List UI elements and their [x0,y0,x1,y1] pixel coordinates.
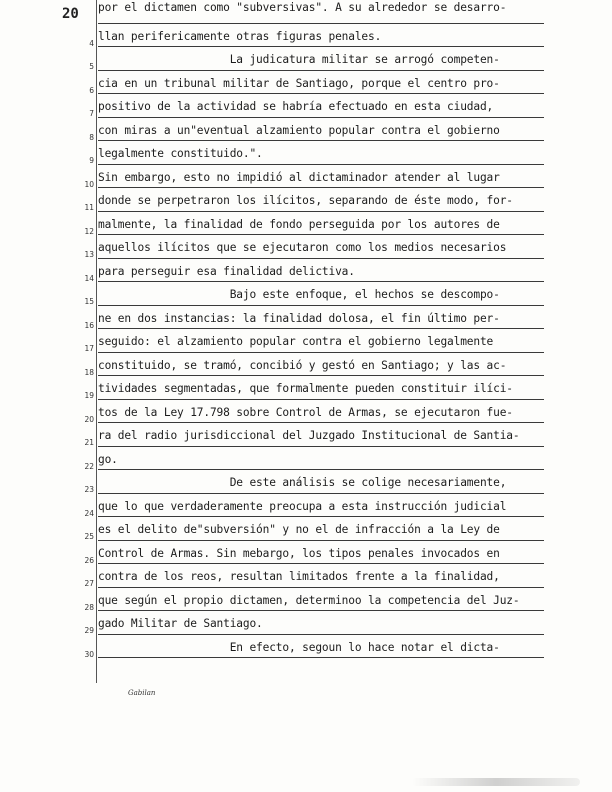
text-line: para perseguir esa finalidad delictiva. [98,259,544,283]
line-number: 30 [84,649,94,659]
line-number: 28 [84,602,94,612]
line-number: 4 [89,38,94,48]
text-line: tos de la Ley 17.798 sobre Control de Armas, se ejecutaron fue- [98,400,544,424]
line-number: 25 [84,532,94,541]
text-line: malmente, la finalidad de fondo perseguida por los autores de [98,212,544,236]
line-number: 13 [84,250,94,259]
line-number: 11 [84,203,94,212]
line-number: 15 [84,297,94,306]
page-number: 20 [62,6,79,22]
text-line: De este análisis se colige necesariamente, [98,470,544,494]
text-line: go. [98,447,544,471]
text-line: gado Militar de Santiago. [98,611,544,635]
line-number: 6 [89,85,94,95]
text-line: donde se perpetraron los ilícitos, separando de éste modo, for- [98,188,544,212]
text-line: aquellos ilícitos que se ejecutaron como los medios necesarios [98,235,544,259]
text-line: La judicatura militar se arrogó competen- [98,47,544,71]
scan-smudge [412,778,580,786]
line-number: 18 [84,367,94,377]
text-line: es el delito de"subversión" y no el de infracción a la Ley de [98,517,544,541]
text-line: positivo de la actividad se habría efectuado en esta ciudad, [98,94,544,118]
text-line: legalmente constituido.". [98,141,544,165]
text-line: contra de los reos, resultan limitados frente a la finalidad, [98,564,544,588]
text-line: tividades segmentadas, que formalmente pueden constituir ilíci- [98,376,544,400]
line-number: 16 [84,320,94,330]
text-line: ne en dos instancias: la finalidad dolosa, el fin último per- [98,306,544,330]
text-line: constituido, se tramó, concibió y gestó en Santiago; y las ac- [98,353,544,377]
line-number: 20 [84,414,94,424]
line-number: 26 [84,555,94,565]
line-number: 7 [89,109,94,118]
text-line: En efecto, segoun lo hace notar el dicta- [98,635,544,659]
text-line: que según el propio dictamen, determinoo la competencia del Juz- [98,588,544,612]
text-line: Bajo este enfoque, el hechos se descompo- [98,282,544,306]
text-line: ra del radio jurisdiccional del Juzgado Institucional de Santia- [98,423,544,447]
line-number: 29 [84,626,94,635]
line-number: 24 [84,508,94,518]
text-line: Sin embargo, esto no impidió al dictaminador atender al lugar [98,165,544,189]
margin-rule [96,0,97,683]
signature-stamp: Gabilan [128,689,156,697]
line-number: 5 [89,62,94,71]
line-number: 8 [89,132,94,142]
text-line: que lo que verdaderamente preocupa a esta instrucción judicial [98,494,544,518]
line-number: 27 [84,579,94,588]
line-number: 12 [84,226,94,236]
text-line: cia en un tribunal militar de Santiago, porque el centro pro- [98,71,544,95]
line-number: 23 [84,485,94,494]
line-number: 17 [84,344,94,353]
line-number: 9 [89,156,94,165]
text-line: con miras a un"eventual alzamiento popular contra el gobierno [98,118,544,142]
line-number: 10 [84,179,94,189]
line-number: 14 [84,273,94,283]
line-number: 19 [84,391,94,400]
line-number: 22 [84,461,94,471]
text-line: por el dictamen como "subversivas". A su alrededor se desarro- [98,0,544,24]
text-line: seguido: el alzamiento popular contra el gobierno legalmente [98,329,544,353]
text-line: Control de Armas. Sin mebargo, los tipos penales invocados en [98,541,544,565]
text-line: llan perifericamente otras figuras penales. [98,24,544,48]
line-number: 21 [84,438,94,447]
